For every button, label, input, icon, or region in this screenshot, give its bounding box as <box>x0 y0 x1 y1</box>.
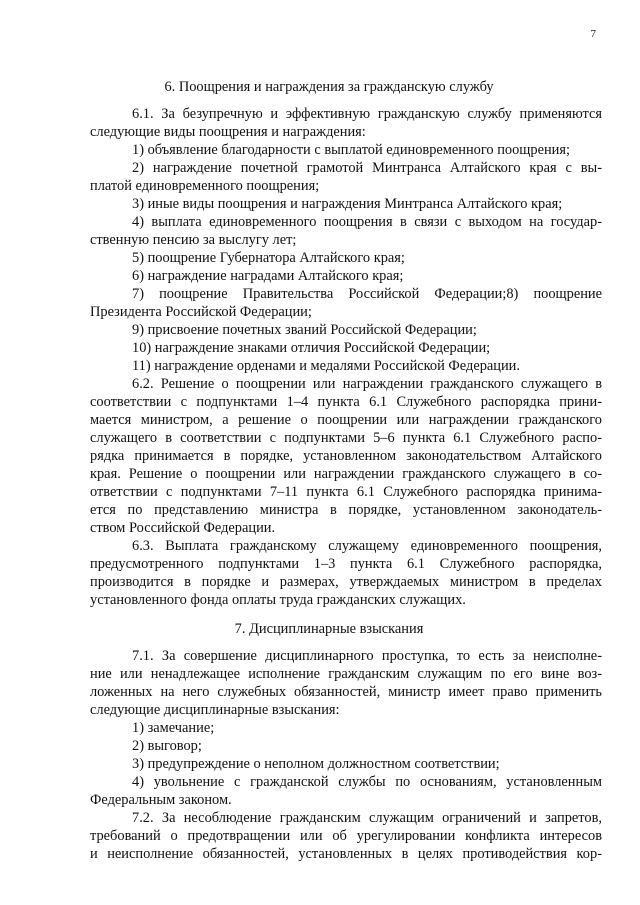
text-line: 2) награждение почетной грамотой Минтранса Алтайского края с вы- <box>132 160 602 176</box>
text-line: 10) награждение знаками отличия Российской Федерации; <box>132 340 491 356</box>
text-line: 1) замечание; <box>132 720 215 736</box>
text-line: 4) увольнение с гражданской службы по основаниям, установленным <box>132 774 602 790</box>
text-line: мается министром, а решение о поощрении или награждении гражданского <box>90 412 602 428</box>
text-line: 3) иные виды поощрения и награждения Минтранса Алтайского края; <box>132 196 563 212</box>
text-line: 5) поощрение Губернатора Алтайского края; <box>132 250 405 266</box>
text-line: требований о предотвращении или об урегулировании конфликта интересов <box>90 828 602 844</box>
text-line: края. Решение о поощрении или награждении гражданского служащего в со- <box>90 466 602 482</box>
text-line: 1) объявление благодарности с выплатой единовременного поощрения; <box>132 142 570 158</box>
text-line: 2) выговор; <box>132 738 202 754</box>
text-line: 9) присвоение почетных званий Российской Федерации; <box>132 322 477 338</box>
text-line: 6.1. За безупречную и эффективную гражданскую службу применяются <box>132 106 602 122</box>
text-line: Федеральным законом. <box>90 792 232 808</box>
text-line: ственную пенсию за выслугу лет; <box>90 232 297 248</box>
text-line: соответствии с подпунктами 1–4 пункта 6.1 Служебного распорядка прини- <box>90 394 602 410</box>
text-line: 11) награждение орденами и медалями Российской Федерации. <box>132 358 520 374</box>
text-line: ством Российской Федерации. <box>90 520 276 536</box>
text-line: 7) поощрение Правительства Российской Федерации;8) поощрение <box>132 286 602 302</box>
text-line: 6.3. Выплата гражданскому служащему единовременного поощрения, <box>132 538 602 554</box>
text-line: предусмотренного подпунктами 1–3 пункта 6.1 Служебного распорядка, <box>90 556 602 572</box>
text-line: 7.1. За совершение дисциплинарного проступка, то есть за неисполне- <box>132 648 602 664</box>
text-line: 6) награждение наградами Алтайского края; <box>132 268 404 284</box>
text-line: ние или ненадлежащее исполнение гражданским служащим по его вине воз- <box>90 666 602 682</box>
text-line: производится в порядке и размерах, утверждаемых министром в пределах <box>90 574 602 590</box>
text-line: ложенных на него служебных обязанностей, министр имеет право применить <box>90 684 602 700</box>
section-6-heading: 6. Поощрения и награждения за гражданскую службу <box>164 79 494 95</box>
section-7-heading: 7. Дисциплинарные взыскания <box>234 621 424 637</box>
text-line: следующие дисциплинарные взыскания: <box>90 702 340 718</box>
text-line: ется по представлению министра в порядке, установленном законодатель- <box>90 502 602 518</box>
text-line: 4) выплата единовременного поощрения в связи с выходом на государ- <box>132 214 602 230</box>
text-line: Президента Российской Федерации; <box>90 304 312 320</box>
text-line: установленного фонда оплаты труда гражданских служащих. <box>90 592 466 608</box>
text-line: платой единовременного поощрения; <box>90 178 320 194</box>
text-line: следующие виды поощрения и награждения: <box>90 124 366 140</box>
page-number: 7 <box>590 28 596 40</box>
text-line: 6.2. Решение о поощрении или награждении гражданского служащего в <box>132 376 602 392</box>
text-line: служащего в соответствии с подпунктами 5–6 пункта 6.1 Служебного распо- <box>90 430 602 446</box>
text-line: ответствии с подпунктами 7–11 пункта 6.1 Служебного распорядка принима- <box>90 484 602 500</box>
text-line: 3) предупреждение о неполном должностном соответствии; <box>132 756 500 772</box>
text-line: рядка принимается в порядке, установленном законодательством Алтайского <box>90 448 602 464</box>
text-line: и неисполнение обязанностей, установленных в целях противодействия кор- <box>90 846 602 862</box>
text-line: 7.2. За несоблюдение гражданским служащим ограничений и запретов, <box>132 810 602 826</box>
